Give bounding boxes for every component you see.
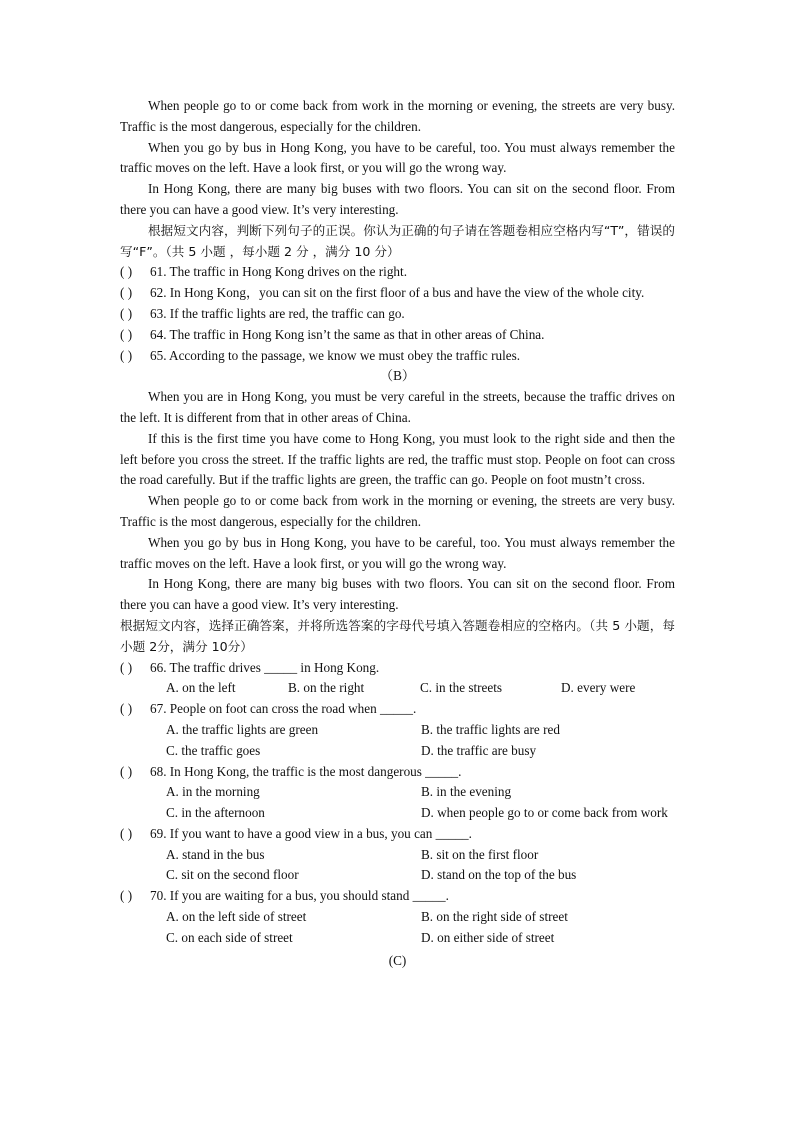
- option-b: B. the traffic lights are red: [421, 721, 560, 737]
- passage-b-paragraph: When people go to or come back from work in the morning or evening, the streets are very busy. Traffic is the most dangerous, especially for the children.: [120, 493, 675, 529]
- option-c: C. the traffic goes: [166, 742, 261, 758]
- option-b: B. sit on the first floor: [421, 846, 539, 862]
- answer-blank[interactable]: ( ): [120, 888, 133, 904]
- options-68: [120, 782, 675, 824]
- mc-question-66: [120, 658, 675, 679]
- option-a: A. on the left: [166, 680, 236, 696]
- answer-blank[interactable]: ( ): [120, 347, 133, 363]
- question-text: 64. The traffic in Hong Kong isn’t the same as that in other areas of China.: [150, 326, 545, 342]
- question-text: 61. The traffic in Hong Kong drives on the right.: [150, 264, 407, 280]
- mc-instruction: 根据短文内容，选择正确答案，并将所选答案的字母代号填入答题卷相应的空格内。（共 5 小题，每小题 2分，满分 10分）: [120, 617, 675, 654]
- options-69: [120, 845, 675, 887]
- answer-blank[interactable]: ( ): [120, 825, 133, 841]
- passage-a-paragraph: In Hong Kong, there are many big buses with two floors. You can sit on the second floor. From there you can have a good view. It’s very interesting.: [120, 181, 675, 217]
- tf-question-64: [120, 325, 675, 346]
- answer-blank[interactable]: ( ): [120, 326, 133, 342]
- option-d: D. stand on the top of the bus: [421, 867, 577, 883]
- option-b: B. on the right: [288, 680, 365, 696]
- answer-blank[interactable]: ( ): [120, 763, 133, 779]
- mc-question-69: [120, 824, 675, 845]
- options-70: [120, 907, 675, 949]
- question-text: 63. If the traffic lights are red, the traffic can go.: [150, 305, 405, 321]
- worksheet-page: [120, 96, 675, 971]
- option-a: A. the traffic lights are green: [166, 721, 319, 737]
- answer-blank[interactable]: ( ): [120, 264, 133, 280]
- question-text: 66. The traffic drives _____ in Hong Kong.: [150, 659, 380, 675]
- answer-blank[interactable]: ( ): [120, 285, 133, 301]
- option-c: C. sit on the second floor: [166, 867, 299, 883]
- question-text: 70. If you are waiting for a bus, you should stand _____.: [150, 888, 449, 904]
- passage-b-paragraph: In Hong Kong, there are many big buses with two floors. You can sit on the second floor. From there you can have a good view. It’s very interesting.: [120, 576, 675, 613]
- tf-instruction: 根据短文内容，判断下列句子的正误。你认为正确的句子请在答题卷相应空格内写“T”，错误的写“F”。（共 5 小题 ，每小题 2 分 ，满分 10 分）: [120, 222, 675, 259]
- passage-b-paragraph: When you go by bus in Hong Kong, you have to be careful, too. You must always remember the traffic moves on the left. Have a look first, or you will go the wrong way.: [120, 534, 675, 571]
- tf-question-61: [120, 262, 675, 283]
- answer-blank[interactable]: ( ): [120, 701, 133, 717]
- options-67: [120, 720, 675, 762]
- question-text: 69. If you want to have a good view in a bus, you can _____.: [150, 825, 472, 841]
- option-b: B. on the right side of street: [421, 909, 568, 925]
- question-text: 65. According to the passage, we know we must obey the traffic rules.: [150, 347, 521, 363]
- section-c-heading: (C): [388, 952, 407, 968]
- option-d: D. when people go to or come back from work: [421, 805, 668, 821]
- tf-question-62: [120, 283, 675, 304]
- option-c: C. on each side of street: [166, 929, 293, 945]
- answer-blank[interactable]: ( ): [120, 305, 133, 321]
- option-d: D. every were: [561, 680, 636, 696]
- option-a: A. on the left side of street: [166, 909, 307, 925]
- question-text: 67. People on foot can cross the road when _____.: [150, 701, 417, 717]
- question-text: 62. In Hong Kong，you can sit on the first floor of a bus and have the view of the whole city.: [150, 285, 645, 301]
- mc-question-67: [120, 699, 675, 720]
- tf-question-65: [120, 346, 675, 367]
- option-a: A. stand in the bus: [166, 846, 265, 862]
- passage-a-paragraph: When you go by bus in Hong Kong, you have to be careful, too. You must always remember the traffic moves on the left. Have a look first, or you will go the wrong way.: [120, 139, 675, 176]
- passage-b-paragraph: When you are in Hong Kong, you must be very careful in the streets, because the traffic drives on the left. It is different from that in other areas of China.: [120, 389, 675, 425]
- option-c: C. in the afternoon: [166, 805, 265, 821]
- options-66: [120, 678, 675, 699]
- section-b-heading: （B）: [379, 368, 416, 384]
- option-b: B. in the evening: [421, 784, 512, 800]
- passage-b-paragraph: If this is the first time you have come to Hong Kong, you must look to the right side and then the left before you cross the street. If the traffic lights are red, the traffic must stop. People on foot can cross the road carefully. But if the traffic lights are green, the traffic can go. People on foot mustn’t cross.: [120, 430, 675, 488]
- answer-blank[interactable]: ( ): [120, 659, 133, 675]
- option-d: D. the traffic are busy: [421, 742, 537, 758]
- option-a: A. in the morning: [166, 784, 260, 800]
- passage-a-paragraph: When people go to or come back from work in the morning or evening, the streets are very busy. Traffic is the most dangerous, especially for the children.: [120, 98, 675, 134]
- mc-question-70: [120, 886, 675, 907]
- tf-question-63: [120, 304, 675, 325]
- question-text: 68. In Hong Kong, the traffic is the most dangerous _____.: [150, 763, 462, 779]
- option-c: C. in the streets: [420, 680, 503, 696]
- option-d: D. on either side of street: [421, 929, 555, 945]
- mc-question-68: [120, 762, 675, 783]
